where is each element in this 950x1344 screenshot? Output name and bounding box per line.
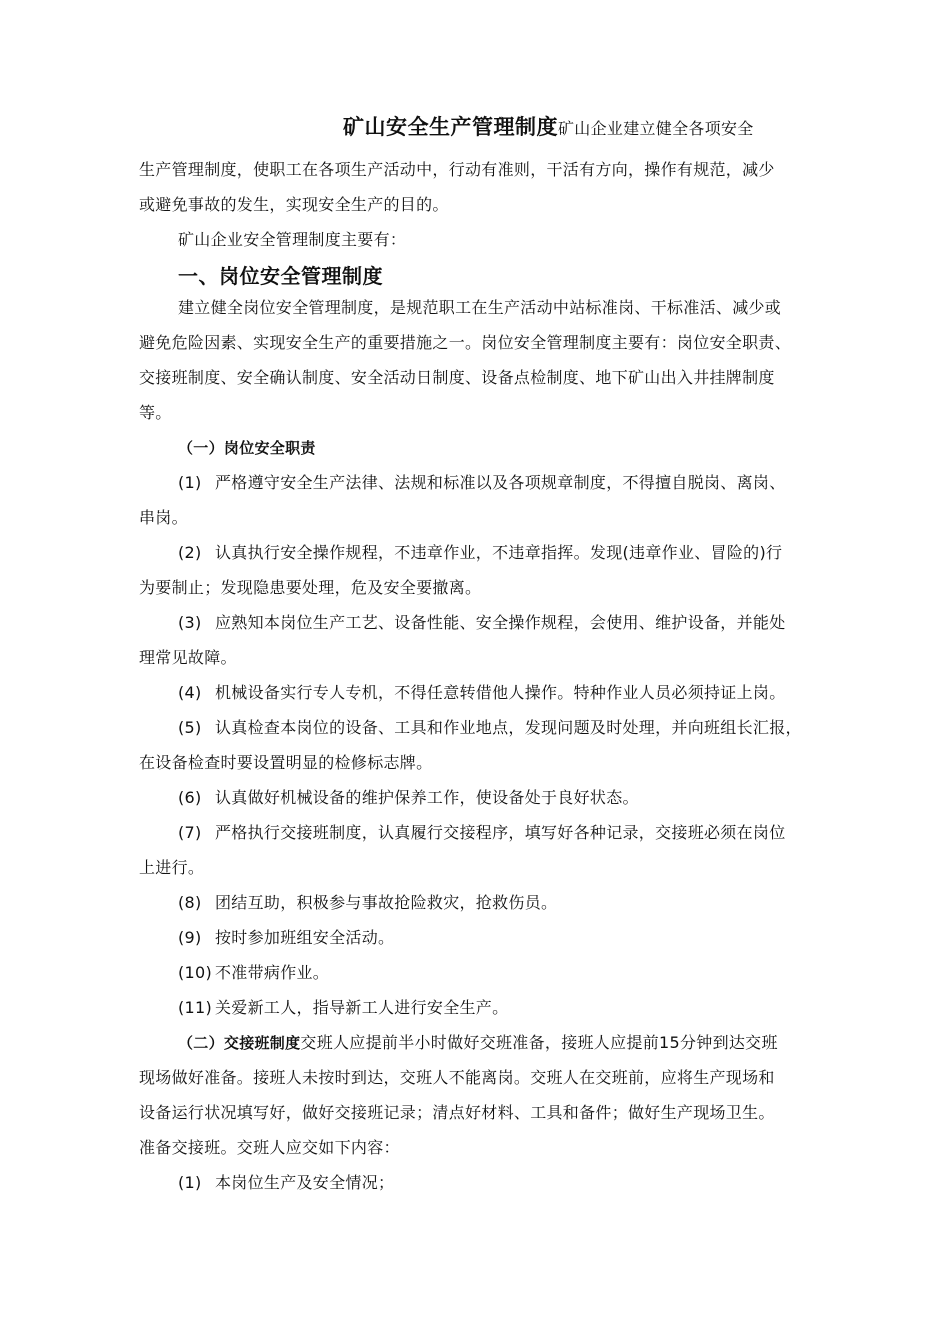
intro-line-4: 矿山企业安全管理制度主要有： — [178, 230, 407, 249]
subsection-2-text: 准备交接班。交班人应交如下内容： — [139, 1138, 400, 1157]
list-item — [178, 928, 394, 948]
item-number: (7) — [178, 823, 202, 842]
item-text-cont: 在设备检查时要设置明显的检修标志牌。 — [139, 753, 433, 772]
intro-line-2: 生产管理制度，使职工在各项生产活动中，行动有准则，干活有方向，操作有规范，减少 — [139, 160, 775, 179]
item-number: (6) — [178, 788, 202, 807]
subsection-2-text: 交班人应提前半小时做好交班准备，接班人应提前15分钟到达交班 — [300, 1033, 778, 1052]
subsection-2-line — [178, 1033, 778, 1053]
subsection-2-text: 设备运行状况填写好，做好交接班记录；清点好材料、工具和备件；做好生产现场卫生。 — [139, 1103, 775, 1122]
list-item — [178, 788, 639, 808]
subsection-heading — [178, 438, 316, 458]
item-text: 严格遵守安全生产法律、法规和标准以及各项规章制度，不得擅自脱岗、离岗、 — [215, 473, 786, 492]
section-para-line: 避免危险因素、实现安全生产的重要措施之一。岗位安全管理制度主要有：岗位安全职责、 — [139, 333, 792, 352]
item-number: (8) — [178, 893, 202, 912]
list-item — [178, 613, 786, 633]
item-number: (3) — [178, 613, 202, 632]
section-para-line: 建立健全岗位安全管理制度，是规范职工在生产活动中站标准岗、干标准活、减少或 — [178, 298, 782, 317]
item-number: (1) — [178, 473, 202, 492]
section-para-line: 等。 — [139, 403, 172, 422]
item-text: 关爱新工人，指导新工人进行安全生产。 — [215, 998, 509, 1017]
item-text: 不准带病作业。 — [215, 963, 330, 982]
item-text: 认真执行安全操作规程，不违章作业，不违章指挥。发现(违章作业、冒险的)行 — [215, 543, 783, 562]
item-text: 严格执行交接班制度，认真履行交接程序，填写好各种记录，交接班必须在岗位 — [215, 823, 786, 842]
item-number: (11) — [178, 998, 213, 1017]
item-text: 团结互助，积极参与事故抢险救灾，抢救伤员。 — [215, 893, 558, 912]
intro-line-3: 或避免事故的发生，实现安全生产的目的。 — [139, 195, 449, 214]
list-item — [178, 718, 802, 738]
list-item — [178, 1173, 394, 1193]
subsection-2-heading: （二）交接班制度 — [178, 1034, 301, 1052]
item-text-cont: 串岗。 — [139, 508, 188, 527]
list-item — [178, 473, 786, 493]
section-para-line: 交接班制度、安全确认制度、安全活动日制度、设备点检制度、地下矿山出入井挂牌制度 — [139, 368, 775, 387]
list-item — [178, 683, 786, 703]
subsection-2-text: 现场做好准备。接班人未按时到达，交班人不能离岗。交班人在交班前，应将生产现场和 — [139, 1068, 775, 1087]
list-item — [178, 963, 329, 983]
section-heading: 一、岗位安全管理制度 — [178, 264, 383, 288]
item-text: 应熟知本岗位生产工艺、设备性能、安全操作规程，会使用、维护设备，并能处 — [215, 613, 786, 632]
item-number: (10) — [178, 963, 213, 982]
list-item — [178, 998, 508, 1018]
item-number: (2) — [178, 543, 202, 562]
item-number: (4) — [178, 683, 202, 702]
item-text-cont: 上进行。 — [139, 858, 205, 877]
item-text: 按时参加班组安全活动。 — [215, 928, 395, 947]
item-text: 认真检查本岗位的设备、工具和作业地点，发现问题及时处理，并向班组长汇报， — [215, 718, 802, 737]
item-text: 本岗位生产及安全情况； — [215, 1173, 395, 1192]
subsection-1-heading: （一）岗位安全职责 — [178, 439, 316, 457]
intro-line-1: 矿山企业建立健全各项安全 — [558, 119, 754, 138]
item-text: 认真做好机械设备的维护保养工作，使设备处于良好状态。 — [215, 788, 639, 807]
item-text: 机械设备实行专人专机，不得任意转借他人操作。特种作业人员必须持证上岗。 — [215, 683, 786, 702]
item-number: (9) — [178, 928, 202, 947]
item-number: (1) — [178, 1173, 202, 1192]
list-item — [178, 893, 557, 913]
list-item — [178, 543, 782, 563]
list-item — [178, 823, 786, 843]
item-text-cont: 理常见故障。 — [139, 648, 237, 667]
title-line — [343, 117, 754, 139]
item-number: (5) — [178, 718, 202, 737]
item-text-cont: 为要制止；发现隐患要处理，危及安全要撤离。 — [139, 578, 482, 597]
document-title: 矿山安全生产管理制度 — [343, 115, 558, 139]
